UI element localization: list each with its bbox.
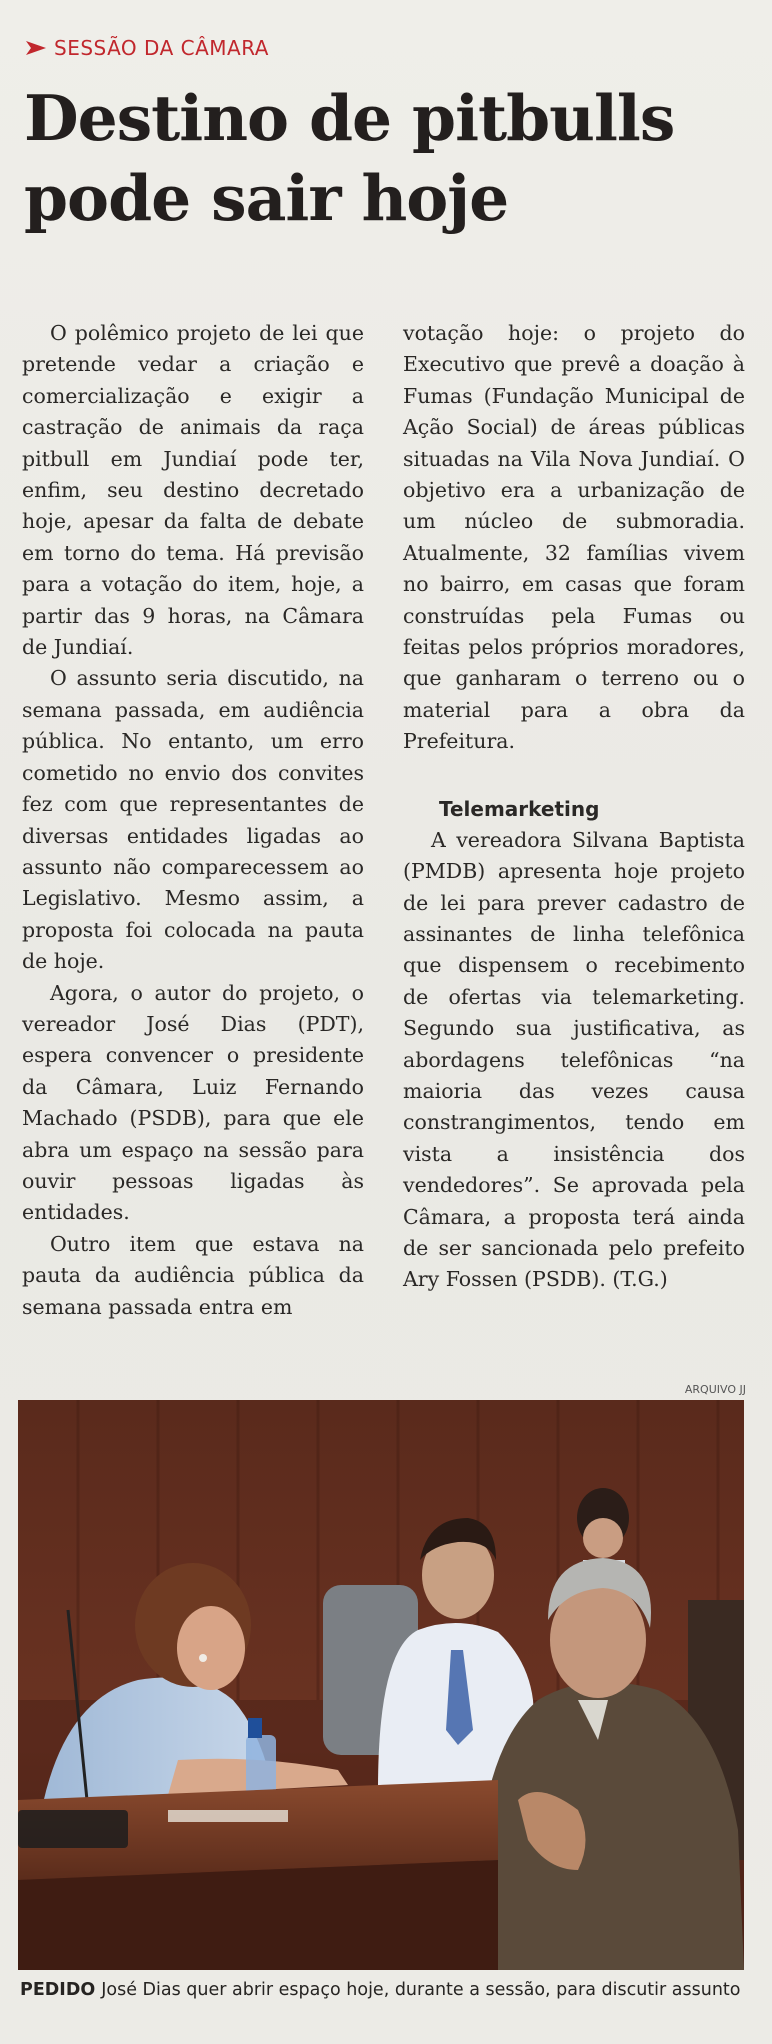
section-label: SESSÃO DA CÂMARA (54, 36, 269, 60)
paragraph-continuation: votação hoje: o projeto do Executivo que prevê a doação à Fumas (Fundação Municipal de Ação Social) de áreas públicas situadas na Vila Nova Jundiaí. O objetivo era a urbanização de um núcleo de submoradia. Atualmente, 32 famílias vivem no bairro, em casas que foram construídas pela Fumas ou feitas pelos próprios moradores, que ganharam o terreno ou o material para a obra da Prefeitura. (403, 321, 745, 754)
paragraph-3: Agora, o autor do projeto, o vereador José Dias (PDT), espera convencer o presidente da Câmara, Luiz Fernando Machado (PSDB), para que ele abra um espaço na sessão para ouvir pessoas ligadas às entidades. (22, 980, 364, 1225)
headline (24, 78, 764, 238)
paragraph-4: Outro item que estava na pauta da audiência pública da semana passada entra em (22, 1231, 364, 1319)
arrow-right-icon (26, 40, 46, 56)
news-photo (18, 1400, 744, 1970)
headline-line-2: pode sair hoje (24, 161, 509, 235)
paragraph-telemarketing: A vereadora Silvana Baptista (PMDB) apresenta hoje projeto de lei para prever cadastro de assinantes de linha telefônica que dispensem o recebimento de ofertas via telemarketing. Segundo sua justificativa, as abordagens telefônicas “na maioria das vezes causa constrangimentos, tendo em vista a insistência dos vendedores”. Se aprovada pela Câmara, a proposta terá ainda de ser sancionada pelo prefeito Ary Fossen (PSDB). (T.G.) (403, 827, 745, 1292)
caption-text: José Dias quer abrir espaço hoje, durante a sessão, para discutir assunto (101, 1980, 741, 2000)
subhead-telemarketing: Telemarketing (439, 796, 600, 821)
body-column-left (22, 318, 364, 1323)
photo-credit: ARQUIVO JJ (684, 1383, 746, 1396)
photo-illustration (18, 1400, 744, 1970)
body-column-right (403, 318, 745, 1296)
caption-label: PEDIDO (20, 1980, 96, 2000)
photo-caption (20, 1980, 760, 2000)
section-kicker (26, 36, 269, 60)
headline-line-1: Destino de pitbulls (24, 81, 675, 155)
paragraph-2: O assunto seria discutido, na semana passada, em audiência pública. No entanto, um erro cometido no envio dos convites fez com que representantes de diversas entidades ligadas ao assunto não comparecessem ao Legislativo. Mesmo assim, a proposta foi colocada na pauta de hoje. (22, 666, 364, 974)
paragraph-1: O polêmico projeto de lei que pretende vedar a criação e comercialização e exigir a castração de animais da raça pitbull em Jundiaí pode ter, enfim, seu destino decretado hoje, apesar da falta de debate em torno do tema. Há previsão para a votação do item, hoje, a partir das 9 horas, na Câmara de Jundiaí. (22, 321, 364, 660)
